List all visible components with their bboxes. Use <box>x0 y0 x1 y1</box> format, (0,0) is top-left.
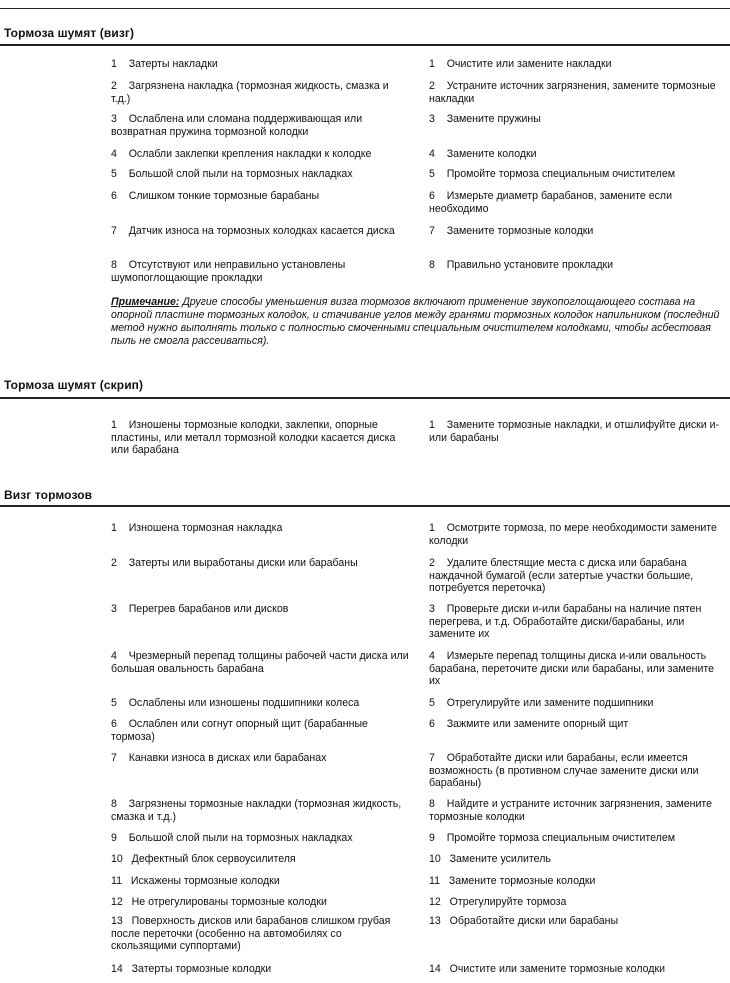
remedy-text: Обработайте диски или барабаны <box>449 915 619 927</box>
cause-text: Поверхность дисков или барабанов слишком грубая после переточки (особенно на автомобилях со скользящими суппортами) <box>111 915 391 953</box>
remedy-cell <box>429 853 727 866</box>
cause-cell <box>111 557 409 570</box>
remedy-number: 5 <box>429 697 435 709</box>
cause-text: Дефектный блок сервоусилителя <box>131 853 296 865</box>
remedy-cell <box>429 58 727 71</box>
remedy-cell <box>429 190 727 215</box>
remedy-text: Замените усилитель <box>449 853 551 865</box>
cause-cell <box>111 963 409 976</box>
remedy-cell <box>429 915 727 928</box>
cause-number: 9 <box>111 832 117 844</box>
cause-cell <box>111 650 409 675</box>
note-label: Примечание: <box>111 296 180 308</box>
remedy-text: Промойте тормоза специальным очистителем <box>446 168 675 180</box>
remedy-number: 2 <box>429 80 435 92</box>
cause-text: Ослабли заклепки крепления накладки к колодке <box>128 148 372 160</box>
cause-number: 7 <box>111 752 117 764</box>
cause-text: Датчик износа на тормозных колодках касается диска <box>128 225 395 237</box>
top-rule <box>0 8 730 9</box>
remedy-cell <box>429 752 727 790</box>
cause-text: Большой слой пыли на тормозных накладках <box>128 832 353 844</box>
remedy-number: 6 <box>429 190 435 202</box>
cause-number: 4 <box>111 148 117 160</box>
remedy-text: Осмотрите тормоза, по мере необходимости замените колодки <box>429 522 717 547</box>
cause-number: 5 <box>111 168 117 180</box>
section-title: Визг тормозов <box>4 488 93 502</box>
remedy-number: 7 <box>429 752 435 764</box>
remedy-number: 4 <box>429 650 435 662</box>
cause-text: Затерты тормозные колодки <box>131 963 272 975</box>
cause-cell <box>111 697 409 710</box>
cause-number: 1 <box>111 419 117 431</box>
remedy-text: Замените тормозные колодки <box>448 875 596 887</box>
remedy-text: Замените тормозные накладки, и отшлифуйте диски и-или барабаны <box>429 419 720 444</box>
remedy-cell <box>429 113 727 126</box>
cause-text: Затерты накладки <box>128 58 218 70</box>
remedy-cell <box>429 697 727 710</box>
remedy-text: Правильно установите прокладки <box>446 259 614 271</box>
note-text: Другие способы уменьшения визга тормозов включают применение звукопоглощающего состава на опорной пластине тормозных колодок, и стачивание углов между гранями тормозных колодок напильником (последний метод нужно выполнять только с полностью смоченными специальным очистителем колодками, чтобы асбестовая пыль не смогла рассеиваться). <box>111 296 720 347</box>
cause-cell <box>111 603 409 616</box>
remedy-text: Очистите или замените накладки <box>446 58 612 70</box>
remedy-cell <box>429 225 727 238</box>
cause-cell <box>111 58 409 71</box>
remedy-number: 1 <box>429 58 435 70</box>
cause-text: Канавки износа в дисках или барабанах <box>128 752 327 764</box>
cause-cell <box>111 798 409 823</box>
cause-text: Отсутствуют или неправильно установлены шумопоглощающие прокладки <box>111 259 346 284</box>
cause-number: 1 <box>111 522 117 534</box>
cause-text: Затерты или выработаны диски или барабаны <box>128 557 358 569</box>
remedy-number: 5 <box>429 168 435 180</box>
cause-text: Слишком тонкие тормозные барабаны <box>128 190 320 202</box>
remedy-text: Промойте тормоза специальным очистителем <box>446 832 675 844</box>
remedy-number: 9 <box>429 832 435 844</box>
cause-cell <box>111 832 409 845</box>
cause-text: Изношена тормозная накладка <box>128 522 283 534</box>
cause-cell <box>111 875 409 888</box>
remedy-number: 3 <box>429 113 435 125</box>
cause-cell <box>111 113 409 138</box>
remedy-cell <box>429 603 727 641</box>
cause-text: Чрезмерный перепад толщины рабочей части диска или большая овальность барабана <box>111 650 409 675</box>
remedy-text: Замените тормозные колодки <box>446 225 594 237</box>
remedy-text: Отрегулируйте тормоза <box>449 896 567 908</box>
cause-number: 10 <box>111 853 123 865</box>
cause-number: 6 <box>111 190 117 202</box>
remedy-cell <box>429 557 727 595</box>
cause-text: Загрязнена накладка (тормозная жидкость, смазка и т.д.) <box>111 80 389 105</box>
cause-cell <box>111 168 409 181</box>
remedy-text: Зажмите или замените опорный щит <box>446 718 629 730</box>
remedy-number: 8 <box>429 798 435 810</box>
remedy-number: 2 <box>429 557 435 569</box>
remedy-number: 7 <box>429 225 435 237</box>
cause-cell <box>111 419 409 457</box>
remedy-text: Обработайте диски или барабаны, если имеется возможность (в противном случае замените диски или барабаны) <box>429 752 699 790</box>
cause-text: Перегрев барабанов или дисков <box>128 603 289 615</box>
remedy-number: 1 <box>429 419 435 431</box>
remedy-cell <box>429 963 727 976</box>
remedy-cell <box>429 650 727 688</box>
cause-text: Изношены тормозные колодки, заклепки, опорные пластины, или металл тормозной колодки касается диска или барабана <box>111 419 396 457</box>
remedy-text: Найдите и устраните источник загрязнения, замените тормозные колодки <box>429 798 713 823</box>
section-rule <box>0 397 730 399</box>
remedy-number: 3 <box>429 603 435 615</box>
cause-cell <box>111 190 409 203</box>
remedy-text: Замените колодки <box>446 148 537 160</box>
remedy-text: Измерьте диаметр барабанов, замените если необходимо <box>429 190 673 215</box>
cause-text: Ослаблены или изношены подшипники колеса <box>128 697 360 709</box>
cause-number: 3 <box>111 603 117 615</box>
cause-number: 3 <box>111 113 117 125</box>
cause-number: 8 <box>111 798 117 810</box>
cause-cell <box>111 752 409 765</box>
cause-number: 2 <box>111 557 117 569</box>
cause-text: Ослаблен или согнут опорный щит (барабанные тормоза) <box>111 718 368 743</box>
remedy-cell <box>429 832 727 845</box>
cause-text: Большой слой пыли на тормозных накладках <box>128 168 353 180</box>
remedy-number: 10 <box>429 853 441 865</box>
cause-text: Не отрегулированы тормозные колодки <box>131 896 327 908</box>
remedy-number: 14 <box>429 963 441 975</box>
remedy-number: 8 <box>429 259 435 271</box>
cause-cell <box>111 718 409 743</box>
cause-number: 4 <box>111 650 117 662</box>
remedy-number: 6 <box>429 718 435 730</box>
cause-number: 2 <box>111 80 117 92</box>
remedy-cell <box>429 419 727 444</box>
remedy-text: Удалите блестящие места с диска или барабана наждачной бумагой (если затертые участки большие, потребуется переточка) <box>429 557 694 595</box>
remedy-text: Очистите или замените тормозные колодки <box>449 963 666 975</box>
cause-cell <box>111 915 409 953</box>
remedy-cell <box>429 798 727 823</box>
section-rule <box>0 44 730 46</box>
cause-cell <box>111 853 409 866</box>
remedy-number: 11 <box>429 875 440 887</box>
remedy-cell <box>429 259 727 272</box>
remedy-cell <box>429 148 727 161</box>
cause-text: Ослаблена или сломана поддерживающая или возвратная пружина тормозной колодки <box>111 113 363 138</box>
cause-cell <box>111 522 409 535</box>
cause-number: 7 <box>111 225 117 237</box>
cause-number: 5 <box>111 697 117 709</box>
cause-number: 1 <box>111 58 117 70</box>
remedy-cell <box>429 168 727 181</box>
cause-cell <box>111 259 409 284</box>
remedy-number: 13 <box>429 915 441 927</box>
note <box>111 296 727 348</box>
cause-text: Загрязнены тормозные накладки (тормозная жидкость, смазка и т.д.) <box>111 798 402 823</box>
remedy-text: Замените пружины <box>446 113 541 125</box>
cause-number: 14 <box>111 963 123 975</box>
remedy-cell <box>429 718 727 731</box>
remedy-text: Отрегулируйте или замените подшипники <box>446 697 654 709</box>
cause-number: 12 <box>111 896 123 908</box>
cause-number: 13 <box>111 915 123 927</box>
section-rule <box>0 505 730 507</box>
remedy-text: Устраните источник загрязнения, замените тормозные накладки <box>429 80 716 105</box>
cause-number: 8 <box>111 259 117 271</box>
cause-number: 11 <box>111 875 122 887</box>
remedy-number: 1 <box>429 522 435 534</box>
cause-cell <box>111 148 409 161</box>
remedy-cell <box>429 875 727 888</box>
cause-number: 6 <box>111 718 117 730</box>
remedy-number: 4 <box>429 148 435 160</box>
cause-cell <box>111 80 409 105</box>
remedy-text: Проверьте диски и-или барабаны на наличие пятен перегрева, и т.д. Обработайте диски/барабаны, или замените их <box>429 603 702 641</box>
section-title: Тормоза шумят (визг) <box>4 26 135 40</box>
cause-cell <box>111 896 409 909</box>
cause-text: Искажены тормозные колодки <box>130 875 280 887</box>
section-title: Тормоза шумят (скрип) <box>4 378 144 392</box>
remedy-cell <box>429 896 727 909</box>
remedy-text: Измерьте перепад толщины диска и-или овальность барабана, переточите диски или барабаны, или замените их <box>429 650 714 688</box>
cause-cell <box>111 225 409 238</box>
remedy-number: 12 <box>429 896 441 908</box>
remedy-cell <box>429 522 727 547</box>
remedy-cell <box>429 80 727 105</box>
